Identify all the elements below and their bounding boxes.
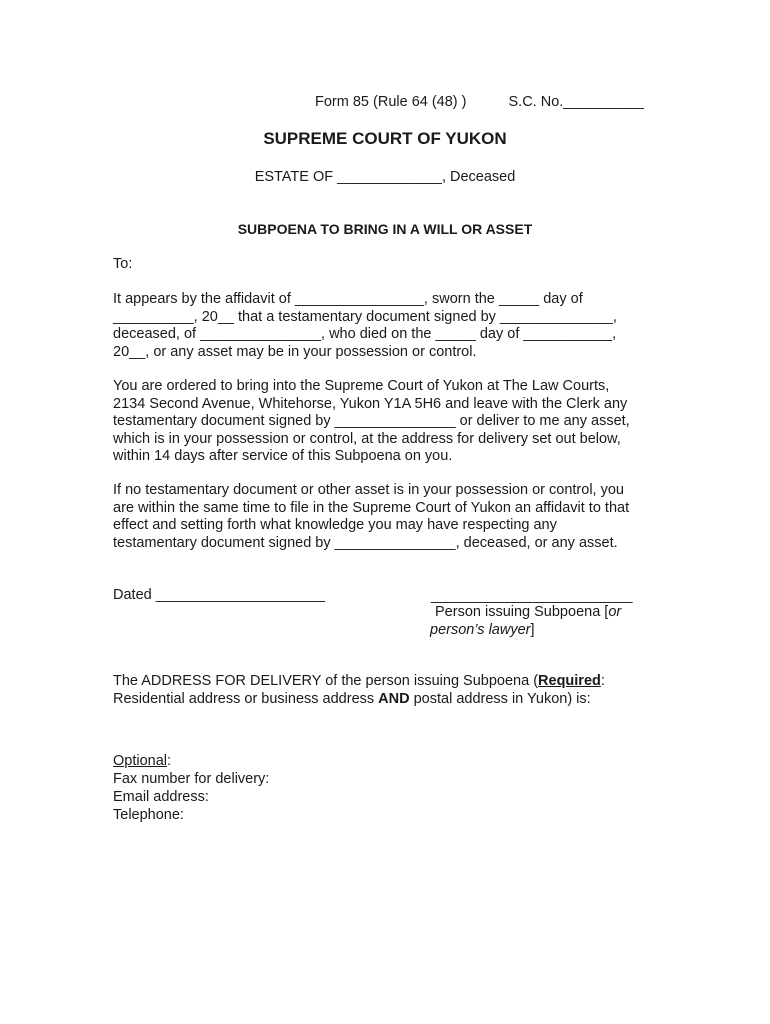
signature-line: _________________________: [431, 588, 633, 604]
optional-section: [113, 752, 269, 824]
optional-colon: :: [167, 753, 172, 769]
form-number: Form 85 (Rule 64 (48) ): [315, 94, 467, 110]
paragraph-line: are within the same time to file in the Supreme Court of Yukon an affidavit to that: [113, 499, 630, 516]
paragraph-line: If no testamentary document or other asset is in your possession or control, you: [113, 482, 624, 498]
optional-heading: [113, 752, 269, 770]
court-file-number: S.C. No.__________: [508, 94, 644, 110]
paragraph-line: __________, 20__ that a testamentary document signed by ______________,: [113, 308, 617, 325]
court-title: SUPREME COURT OF YUKON: [263, 129, 507, 148]
paragraph-line: within 14 days after service of this Subpoena on you.: [113, 448, 453, 464]
signature-label-text: Person issuing Subpoena [: [435, 604, 609, 620]
address-colon: :: [600, 673, 605, 689]
fax-label: Fax number for delivery:: [113, 771, 270, 787]
paragraph-line: testamentary document signed by _______________, deceased, or any asset.: [113, 534, 618, 551]
email-label: Email address:: [113, 789, 209, 805]
address-text: postal address in Yukon) is:: [409, 690, 591, 707]
form-reference: [315, 94, 644, 111]
paragraph-affidavit: [113, 291, 673, 361]
address-line-2: [113, 691, 605, 709]
paragraph-line: 2134 Second Avenue, Whitehorse, Yukon Y1A 5H6 and leave with the Clerk any: [113, 395, 628, 412]
paragraph-line: deceased, of _______________, who died on the _____ day of ___________,: [113, 326, 617, 342]
paragraph-line: which is in your possession or control, at the address for delivery set out below,: [113, 430, 621, 447]
signature-label-bracket: ]: [530, 622, 535, 638]
estate-line: ESTATE OF _____________, Deceased: [254, 169, 516, 185]
address-for-delivery: [113, 673, 605, 708]
paragraph-line: You are ordered to bring into the Supreme Court of Yukon at The Law Courts,: [113, 378, 610, 394]
paragraph-line: 20__, or any asset may be in your possession or control.: [113, 343, 477, 360]
signature-label: [435, 604, 621, 621]
and-label: AND: [378, 690, 410, 707]
paragraph-line: effect and setting forth what knowledge you may have respecting any: [113, 517, 557, 533]
required-label: Required: [538, 673, 601, 689]
address-line-1: [113, 673, 605, 691]
to-label: To:: [113, 256, 133, 272]
optional-label: Optional: [113, 753, 168, 769]
dated-line: Dated _____________________: [113, 587, 326, 603]
signature-label-lawyer: person’s lawyer: [430, 622, 531, 638]
paragraph-line: testamentary document signed by _______________ or deliver to me any asset,: [113, 413, 630, 429]
address-text: Residential address or business address: [113, 690, 379, 707]
paragraph-order: [113, 378, 673, 466]
address-text: The ADDRESS FOR DELIVERY of the person issuing Subpoena (: [113, 673, 539, 689]
addressee-line: [113, 256, 673, 274]
telephone-label: Telephone:: [113, 807, 184, 823]
signature-label-or: or: [608, 604, 622, 620]
signature-label-continued: [430, 622, 535, 639]
paragraph-no-document: [113, 482, 673, 552]
paragraph-line: It appears by the affidavit of ________________, sworn the _____ day of: [113, 291, 583, 307]
document-title: SUBPOENA TO BRING IN A WILL OR ASSET: [237, 221, 533, 237]
